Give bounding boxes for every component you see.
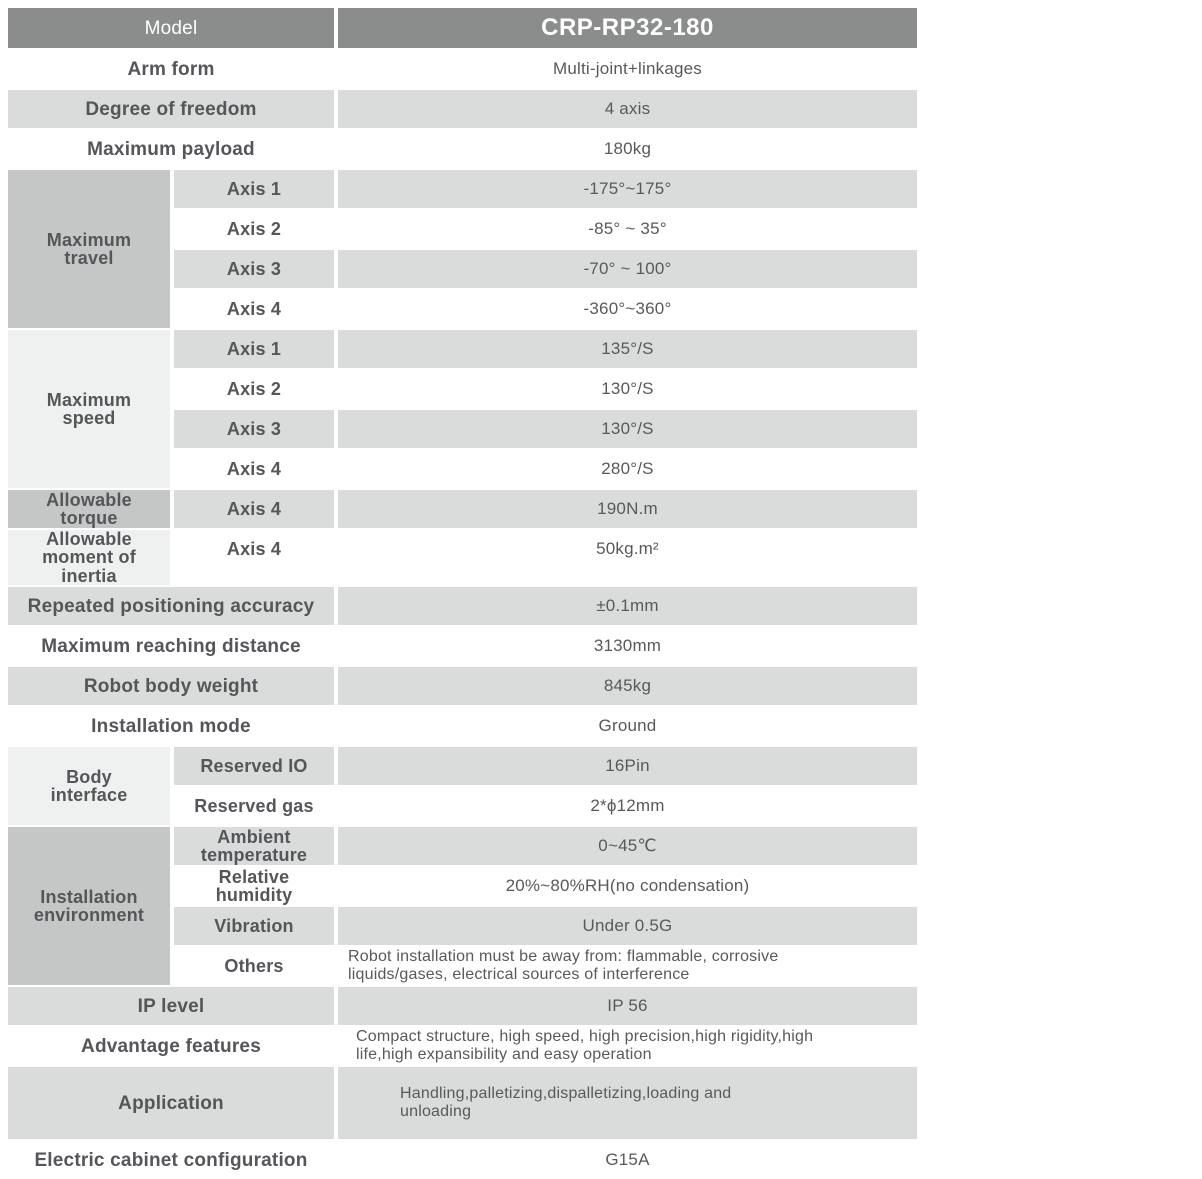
sub-label: Relative humidity (174, 867, 334, 905)
group-body-interface (8, 747, 917, 825)
group-maximum-speed (8, 330, 917, 488)
row-label: IP level (8, 987, 334, 1025)
sub-value: 130°/S (338, 370, 917, 408)
sub-label: Axis 4 (174, 530, 334, 568)
group-label: Installation environment (8, 827, 170, 985)
row-label: Maximum payload (8, 130, 334, 168)
sub-value: 280°/S (338, 450, 917, 488)
sub-row (174, 907, 917, 945)
sub-row (174, 410, 917, 448)
row-installation-mode (8, 707, 917, 745)
row-ip-level (8, 987, 917, 1025)
row-advantage-features (8, 1027, 917, 1065)
row-label: Application (8, 1067, 334, 1139)
sub-value: Under 0.5G (338, 907, 917, 945)
row-value: Handling,palletizing,dispalletizing,loading and unloading (338, 1067, 917, 1139)
group-installation-environment (8, 827, 917, 985)
sub-row (174, 530, 917, 568)
sub-value: 50kg.m² (338, 530, 917, 568)
sub-label: Reserved IO (174, 747, 334, 785)
row-label: Degree of freedom (8, 90, 334, 128)
sub-label: Axis 4 (174, 290, 334, 328)
sub-row (174, 290, 917, 328)
row-degree-of-freedom (8, 90, 917, 128)
sub-row (174, 250, 917, 288)
row-label: Repeated positioning accuracy (8, 587, 334, 625)
row-value: Multi-joint+linkages (338, 50, 917, 88)
row-label: Arm form (8, 50, 334, 88)
group-allowable-moment-of-inertia (8, 530, 917, 585)
sub-row (174, 370, 917, 408)
sub-label: Ambient temperature (174, 827, 334, 865)
group-label: Body interface (8, 747, 170, 825)
sub-value: 135°/S (338, 330, 917, 368)
sub-value: -175°~175° (338, 170, 917, 208)
row-value: IP 56 (338, 987, 917, 1025)
sub-label: Axis 4 (174, 490, 334, 528)
sub-value: 2*ϕ12mm (338, 787, 917, 825)
sub-label: Axis 2 (174, 210, 334, 248)
sub-row (174, 170, 917, 208)
sub-row (174, 330, 917, 368)
sub-value: -85° ~ 35° (338, 210, 917, 248)
sub-label: Vibration (174, 907, 334, 945)
row-label: Installation mode (8, 707, 334, 745)
sub-label: Reserved gas (174, 787, 334, 825)
row-repeated-positioning-accuracy (8, 587, 917, 625)
row-electric-cabinet-configuration (8, 1141, 917, 1179)
sub-row (174, 450, 917, 488)
row-value: 4 axis (338, 90, 917, 128)
sub-value: -360°~360° (338, 290, 917, 328)
sub-label: Axis 3 (174, 410, 334, 448)
sub-label: Axis 3 (174, 250, 334, 288)
group-label: Allowable moment of inertia (8, 530, 170, 585)
sub-value: 190N.m (338, 490, 917, 528)
sub-value: 16Pin (338, 747, 917, 785)
group-maximum-travel (8, 170, 917, 328)
sub-row (174, 747, 917, 785)
row-value: 180kg (338, 130, 917, 168)
row-value: G15A (338, 1141, 917, 1179)
row-value: Compact structure, high speed, high precision,high rigidity,high life,high expansibility and easy operation (338, 1027, 917, 1065)
sub-label: Axis 1 (174, 330, 334, 368)
sub-row (174, 490, 917, 528)
model-value-cell: CRP-RP32-180 (338, 8, 917, 48)
sub-value: 20%~80%RH(no condensation) (338, 867, 917, 905)
group-label: Maximum speed (8, 330, 170, 488)
model-header-cell: Model (8, 8, 334, 48)
sub-label: Axis 4 (174, 450, 334, 488)
sub-value: 0~45℃ (338, 827, 917, 865)
row-label: Electric cabinet configuration (8, 1141, 334, 1179)
row-maximum-payload (8, 130, 917, 168)
row-label: Robot body weight (8, 667, 334, 705)
sub-label: Axis 1 (174, 170, 334, 208)
row-label: Advantage features (8, 1027, 334, 1065)
row-value: ±0.1mm (338, 587, 917, 625)
sub-label: Axis 2 (174, 370, 334, 408)
sub-value: 130°/S (338, 410, 917, 448)
row-application (8, 1067, 917, 1139)
sub-row (174, 787, 917, 825)
sub-row (174, 827, 917, 865)
row-value: 845kg (338, 667, 917, 705)
spec-table (8, 8, 917, 1179)
table-header-row (8, 8, 917, 48)
group-allowable-torque (8, 490, 917, 528)
sub-row (174, 867, 917, 905)
sub-row (174, 947, 917, 985)
sub-value: Robot installation must be away from: flammable, corrosive liquids/gases, electrical sources of interference (338, 947, 917, 985)
sub-label: Others (174, 947, 334, 985)
row-arm-form (8, 50, 917, 88)
row-value: Ground (338, 707, 917, 745)
group-label: Maximum travel (8, 170, 170, 328)
row-label: Maximum reaching distance (8, 627, 334, 665)
sub-row (174, 210, 917, 248)
group-label: Allowable torque (8, 490, 170, 528)
row-maximum-reaching-distance (8, 627, 917, 665)
row-value: 3130mm (338, 627, 917, 665)
sub-value: -70° ~ 100° (338, 250, 917, 288)
row-robot-body-weight (8, 667, 917, 705)
